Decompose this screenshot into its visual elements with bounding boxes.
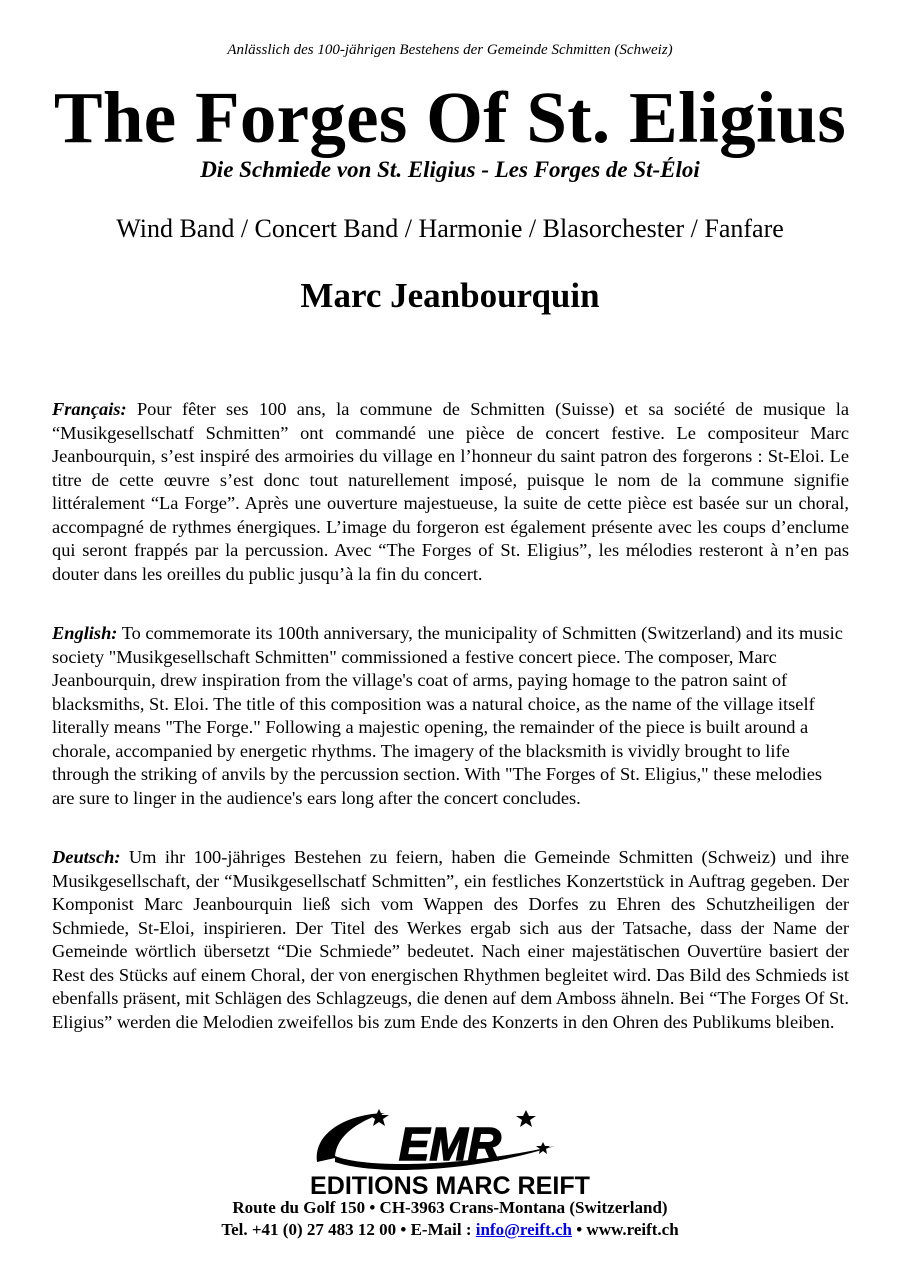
paragraph-text-english: To commemorate its 100th anniversary, the municipality of Schmitten (Switzerland) and its music society "Musikgesellschaft Schmitten" commissioned a festive concert piece. The composer, Marc Jeanbourquin, drew inspiration from the village's coat of arms, paying homage to the patron saint of blacksmiths, St. Eloi. The title of this composition was a natural choice, as the name of the village itself literally means "The Forge." Following a majestic opening, the remainder of the piece is built around a chorale, accompanied by energetic rhythms. The imagery of the blacksmith is vividly brought to life through the striking of anvils by the percussion section. With "The Forges of St. Eligius," these melodies are sure to linger in the audience's ears long after the concert concludes. bbox=[52, 623, 843, 808]
lang-label-german: Deutsch: bbox=[52, 847, 121, 867]
subtitle: Die Schmiede von St. Eligius - Les Forges de St-Éloi bbox=[200, 157, 700, 182]
lang-label-english: English: bbox=[52, 623, 118, 643]
paragraph-text-french: Pour fêter ses 100 ans, la commune de Schmitten (Suisse) et sa société de musique la “Musikgesellschatf Schmitten” ont commandé une pièce de concert festive. Le compositeur Marc Jeanbourquin, s’est inspiré des armoiries du village en l’honneur du saint patron des forgerons : St-Eloi. Le titre de cette œuvre s’est donc tout naturellement imposé, puisque le nom de la commune signifie littéralement “La Forge”. Après une ouverture majestueuse, la suite de cette pièce est basée sur un choral, accompagné de rythmes énergiques. L’image du forgeron est également présente avec les coups d’enclume qui seront frappés par la percussion. Avec “The Forges of St. Eligius”, les mélodies resteront à n’en pas douter dans les oreilles du public jusqu’à la fin du concert. bbox=[52, 399, 849, 584]
paragraph-french bbox=[52, 398, 849, 586]
occasion-line: Anlässlich des 100-jährigen Bestehens der Gemeinde Schmitten (Schweiz) bbox=[227, 42, 673, 58]
publisher-address: Route du Golf 150 • CH-3963 Crans-Montana (Switzerland) bbox=[232, 1198, 668, 1217]
publisher-web: • www.reift.ch bbox=[571, 1220, 679, 1239]
publisher-contact bbox=[0, 1219, 900, 1241]
logo-emr-text: EMR bbox=[398, 1118, 502, 1170]
email-link[interactable]: info@reift.ch bbox=[475, 1220, 572, 1239]
publisher-address-block bbox=[0, 1197, 900, 1241]
logo-star-left bbox=[369, 1109, 389, 1126]
lang-label-french: Français: bbox=[52, 399, 127, 419]
logo-publisher-name: EDITIONS MARC REIFT bbox=[310, 1172, 590, 1198]
paragraph-german bbox=[52, 846, 849, 1034]
composer-name: Marc Jeanbourquin bbox=[300, 276, 600, 315]
paragraph-text-german: Um ihr 100-jähriges Bestehen zu feiern, haben die Gemeinde Schmitten (Schweiz) und ihre Musikgesellschaft, der “Musikgesellschatf Schmitten”, ein festliches Konzertstück in Auftrag gegeben. Der Komponist Marc Jeanbourquin ließ sich vom Wappen des Dorfes zu Ehren des Schutzheiligen der Schmiede, St-Eloi, inspirieren. Der Titel des Werkes ergab sich aus der Tatsache, dass der Name der Gemeinde wörtlich übersetzt “Die Schmiede” bedeutet. Nach einer majestätischen Ouvertüre basiert der Rest des Stücks auf einem Choral, der von energischen Rhythmen begleitet wird. Das Bild des Schmieds ist ebenfalls präsent, mit Schlägen des Schlagzeugs, die denen auf dem Amboss ähneln. Bei “The Forges Of St. Eligius” werden die Melodien zweifellos bis zum Ende des Konzerts in den Ohren des Publikums bleiben. bbox=[52, 847, 849, 1032]
instrumentation: Wind Band / Concert Band / Harmonie / Blasorchester / Fanfare bbox=[116, 214, 784, 243]
logo-star-right bbox=[516, 1110, 536, 1127]
publisher-logo bbox=[305, 1106, 595, 1198]
paragraph-english bbox=[52, 622, 849, 810]
publisher-tel: Tel. +41 (0) 27 483 12 00 • E-Mail : bbox=[221, 1220, 476, 1239]
page-title: The Forges Of St. Eligius bbox=[53, 77, 847, 158]
